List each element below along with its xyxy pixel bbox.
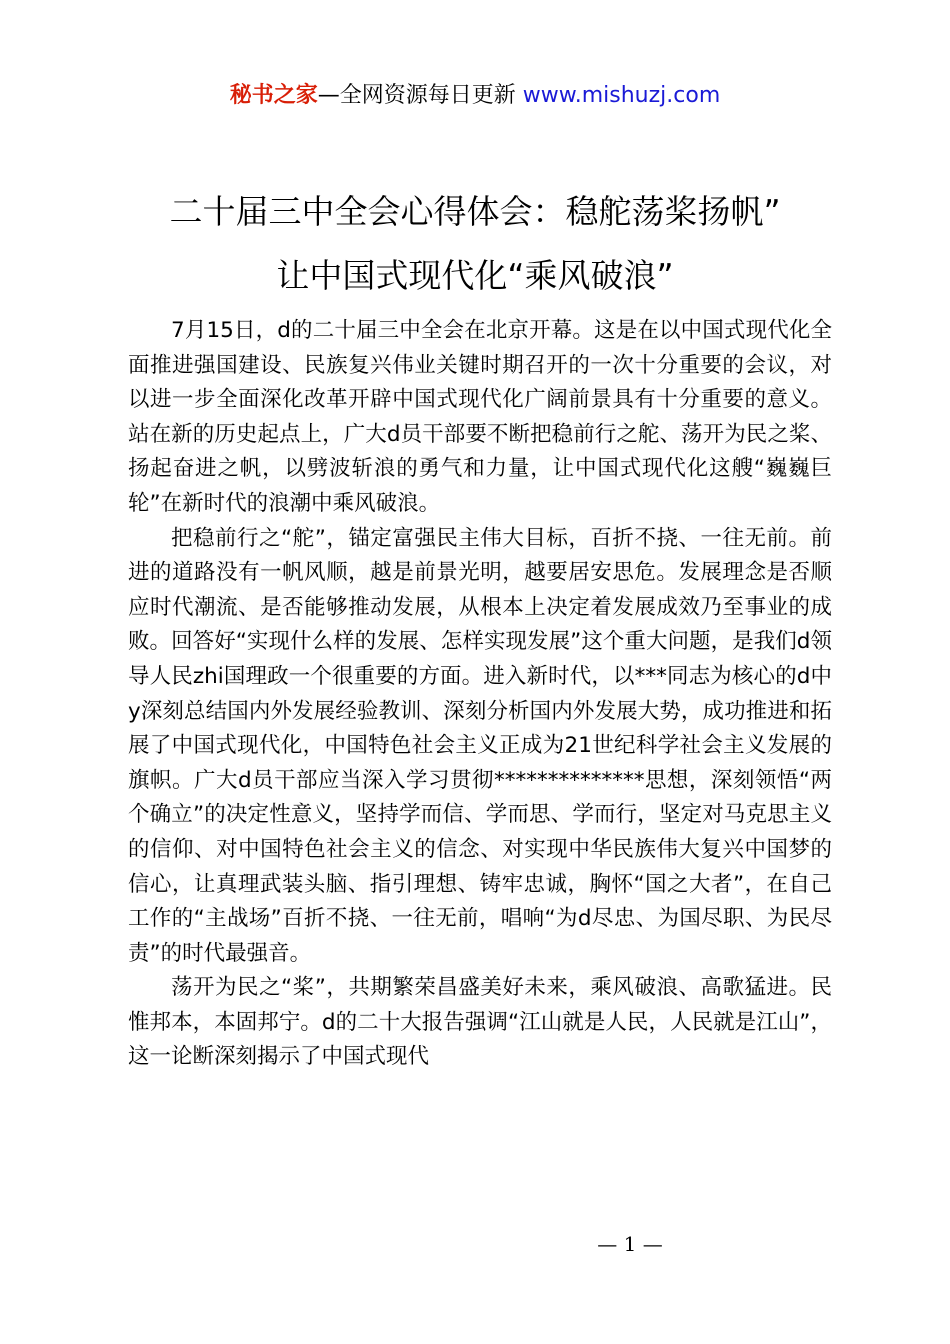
site-header bbox=[0, 80, 950, 112]
paragraph: 把稳前行之“舵”，锚定富强民主伟大目标，百折不挠、一往无前。前进的道路没有一帆风顺，越是前景光明，越要居安思危。发展理念是否顺应时代潮流、是否能够推动发展，从根本上决定着发展成效乃至事业的成败。回答好“实现什么样的发展、怎样实现发展”这个重大问题，是我们d领导人民zhi国理政一个很重要的方面。进入新时代，以***同志为核心的d中y深刻总结国内外发展经验教训、深刻分析国内外发展大势，成功推进和拓展了中国式现代化，中国特色社会主义正成为21世纪科学社会主义发展的旗帜。广大d员干部应当深入学习贯彻**************思想，深刻领悟“两个确立”的决定性意义，坚持学而信、学而思、学而行，坚定对马克思主义的信仰、对中国特色社会主义的信念、对实现中华民族伟大复兴中国梦的信心，让真理武装头脑、指引理想、铸牢忠诚，胸怀“国之大者”，在自己工作的“主战场”百折不挠、一往无前，唱响“为d尽忠、为国尽职、为民尽责”的时代最强音。 bbox=[128, 525, 832, 966]
paragraph: 7月15日，d的二十届三中全会在北京开幕。这是在以中国式现代化全面推进强国建设、民族复兴伟业关键时期召开的一次十分重要的会议，对以进一步全面深化改革开辟中国式现代化广阔前景具有十分重要的意义。站在新的历史起点上，广大d员干部要不断把稳前行之舵、荡开为民之桨、扬起奋进之帆，以劈波斩浪的勇气和力量，让中国式现代化这艘“巍巍巨轮”在新时代的浪潮中乘风破浪。 bbox=[128, 318, 832, 516]
document-title-line-2: 让中国式现代化“乘风破浪” bbox=[276, 256, 674, 295]
header-tagline: —全网资源每日更新 bbox=[317, 83, 516, 108]
page-number: — 1 — bbox=[597, 1232, 663, 1256]
brand-name: 秘书之家 bbox=[229, 83, 318, 108]
document-body bbox=[128, 314, 832, 1075]
paragraph: 荡开为民之“桨”，共期繁荣昌盛美好未来，乘风破浪、高歌猛进。民惟邦本，本固邦宁。d的二十大报告强调“江山就是人民，人民就是江山”，这一论断深刻揭示了中国式现代 bbox=[128, 975, 832, 1070]
document-title-line-1: 二十届三中全会心得体会：稳舵荡桨扬帆” bbox=[169, 192, 781, 231]
site-url[interactable]: www.mishuzj.com bbox=[522, 83, 721, 108]
